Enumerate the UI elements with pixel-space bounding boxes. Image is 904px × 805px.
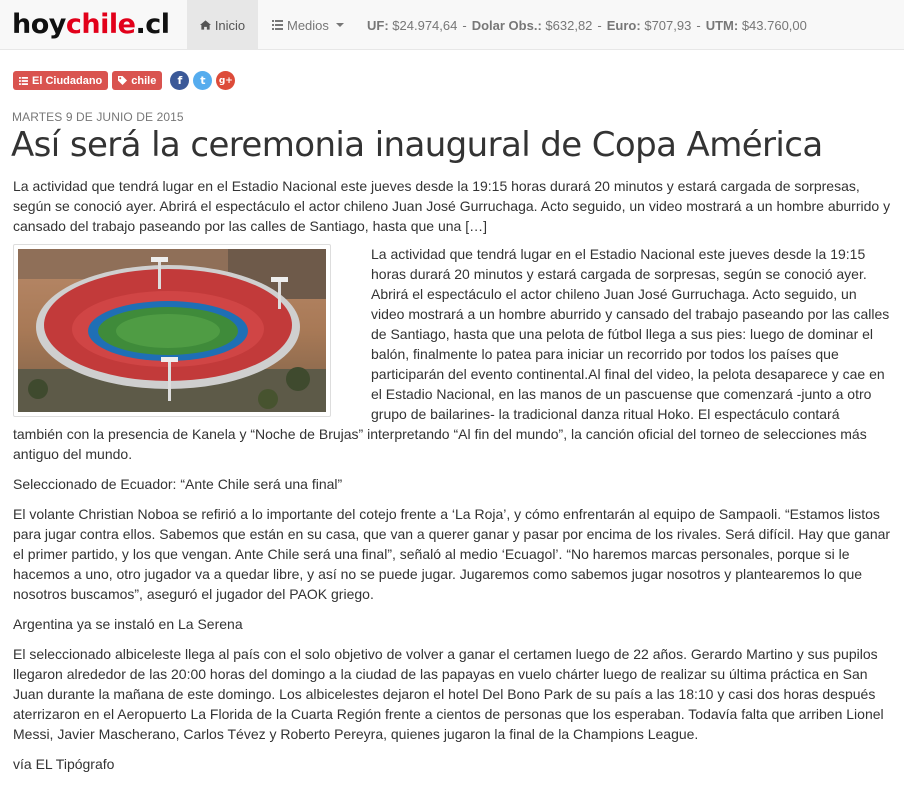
article-title: Así será la ceremonia inaugural de Copa América — [11, 125, 823, 165]
list-icon — [19, 77, 28, 85]
tag-topic-label: chile — [131, 74, 157, 87]
article-paragraph: La actividad que tendrá lugar en el Estadio Nacional este jueves desde la 19:15 horas durará 20 minutos y estará cargada de sorpresas, según se conoció ayer. Abrirá el espectáculo el actor chileno Juan José Gurruchaga. Acto seguido, un video mostrará a un hombre aburrido y cansado del trabajo paseando por las calles de Santiago, hasta que una pelota de fútbol llega a sus pies: luego de dominar el balón, finalmente lo patea para iniciar un recorrido por todos los países que participarán del evento continental.Al final del video, la pelota desaparece y cae en el Estadio Nacional, en las manos de un pascuense que comenzará -junto a otro grupo de bailarines- la tradicional danza ritual Hoko. El espectáculo contará también con la presencia de Kanela y “Noche de Brujas” interpretando “Al fin del mundo”, la canción oficial del torneo de selecciones más antiguo del mundo. — [13, 246, 890, 462]
article-source-credit: vía EL Tipógrafo — [13, 756, 115, 772]
twitter-icon: t — [200, 74, 206, 87]
logo-part-hoy: hoy — [12, 9, 66, 40]
uf-value: $24.974,64 — [392, 17, 458, 33]
article-subheading: Seleccionado de Ecuador: “Ante Chile será una final” — [13, 476, 343, 492]
article-paragraph: El seleccionado albiceleste llega al país con el solo objetivo de volver a ganar el certamen luego de 22 años. Gerardo Martino y sus pupilos llegaron alrededor de las 20:00 horas del domingo a la ciudad de las papayas en vuelo chárter luego de realizar su última práctica en San Juan durante la mañana de este domingo. Los albicelestes dejaron el hotel Del Bono Park de su país a las 18:10 y casi dos horas después aterrizaron en el Aeropuerto La Florida de la Cuarta Región frente a cientos de personas que los esperaban. Todavía falta que arriben Lionel Messi, Javier Mascherano, Carlos Tévez y Roberto Pereyra, quienes jugaron la final de la Champions League. — [13, 646, 884, 742]
twitter-share-button[interactable] — [193, 71, 212, 90]
dolar-label: Dolar Obs.: — [471, 17, 542, 33]
uf-label: UF: — [367, 17, 389, 33]
article-summary: La actividad que tendrá lugar en el Estadio Nacional este jueves desde la 19:15 horas durará 20 minutos y estará cargada de sorpresas, según se conoció ayer. Abrirá el espectáculo el actor chileno Juan José Gurruchaga. Acto seguido, un video mostrará a un hombre aburrido y cansado del trabajo paseando por las calles de Santiago, hasta que una […] — [13, 178, 891, 234]
nav-medios-dropdown[interactable] — [262, 0, 354, 50]
chevron-down-icon — [336, 23, 344, 27]
tag-topic[interactable] — [112, 71, 162, 90]
home-icon — [200, 20, 211, 30]
tag-icon — [118, 76, 127, 85]
logo-part-domain: .cl — [135, 9, 170, 40]
facebook-icon: f — [177, 74, 183, 87]
article-body — [13, 244, 893, 774]
utm-label: UTM: — [705, 17, 739, 33]
article-date: MARTES 9 DE JUNIO DE 2015 — [12, 110, 184, 124]
article-tags — [13, 71, 235, 90]
dolar-value: $632,82 — [545, 17, 593, 33]
utm-value: $43.760,00 — [741, 17, 807, 33]
article-paragraph: El volante Christian Noboa se refirió a lo importante del cotejo frente a ‘La Roja’, y cómo enfrentarán al equipo de Sampaoli. “Estamos listos para jugar contra ellos. Sabemos que están en su casa, que van a querer ganar y pasar por encima de los rivales. Será difícil. Hay que ganar el primer partido, y los que vengan. Ante Chile será una final”, señaló al medio ‘Ecuagol’. “No haremos marcas personales, porque si le hacemos a uno, otro jugador va a quedar libre, y así no se puede jugar. Jugaremos como sabemos jugar nosotros y plantearemos lo que nosotros buscamos”, aseguró el jugador del PAOK griego. — [13, 506, 891, 602]
economic-indicators: UF: $24.974,64 - Dolar Obs.: $632,82 - Euro: $707,93 - UTM: $43.760,00 — [367, 17, 807, 33]
googleplus-icon: g+ — [218, 75, 233, 86]
top-navbar — [0, 0, 904, 50]
logo-part-chile: chile — [65, 9, 136, 40]
nav-inicio-label: Inicio — [214, 17, 246, 33]
tag-source[interactable] — [13, 71, 108, 90]
nav-medios-label: Medios — [287, 17, 329, 33]
site-logo[interactable] — [12, 7, 169, 43]
euro-label: Euro: — [606, 17, 641, 33]
nav-inicio[interactable] — [187, 0, 258, 50]
article-subheading: Argentina ya se instaló en La Serena — [13, 616, 243, 632]
tag-source-label: El Ciudadano — [32, 74, 103, 87]
list-icon — [272, 20, 283, 30]
euro-value: $707,93 — [644, 17, 692, 33]
googleplus-share-button[interactable] — [216, 71, 235, 90]
facebook-share-button[interactable] — [170, 71, 189, 90]
